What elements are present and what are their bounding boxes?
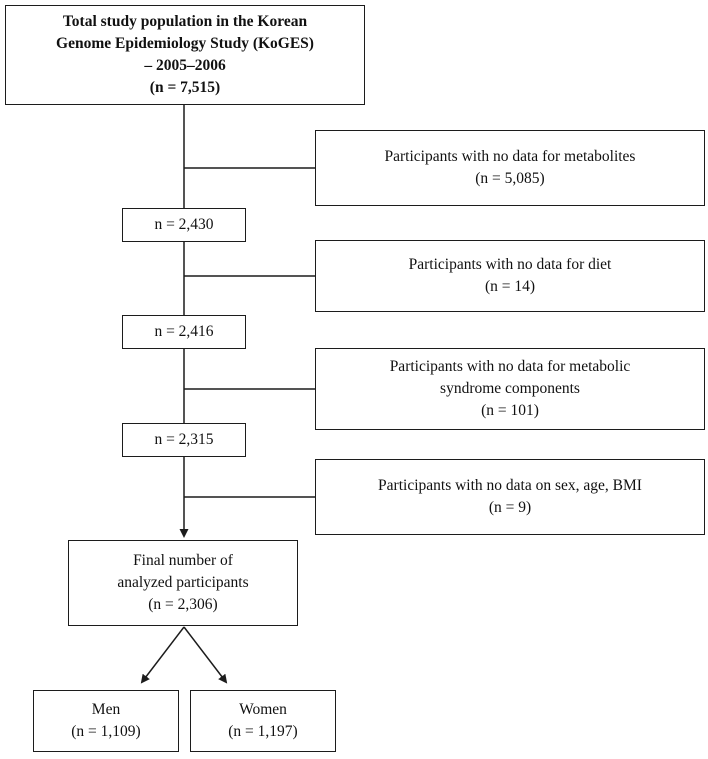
men-count: (n = 1,109) bbox=[71, 723, 141, 740]
women-box bbox=[190, 690, 336, 752]
exclusion-sexagebmi-text: Participants with no data on sex, age, BMI bbox=[378, 477, 642, 494]
exclusion-box-metsyn bbox=[315, 348, 705, 430]
count-after-metsyn: n = 2,315 bbox=[154, 431, 214, 448]
count-after-diet: n = 2,416 bbox=[154, 323, 214, 340]
count-box-after-diet bbox=[122, 315, 246, 349]
arrow-to-women bbox=[184, 627, 226, 682]
count-after-metabolites: n = 2,430 bbox=[154, 216, 214, 233]
exclusion-diet-count: (n = 14) bbox=[484, 278, 536, 295]
exclusion-box-diet bbox=[315, 240, 705, 312]
exclusion-metsyn-text2: syndrome components bbox=[440, 380, 580, 397]
total-population-count: (n = 7,515) bbox=[149, 79, 221, 96]
women-label: Women bbox=[239, 701, 287, 718]
total-population-line1: Total study population in the Korean bbox=[62, 13, 308, 30]
men-label: Men bbox=[91, 701, 121, 718]
arrow-to-men bbox=[142, 627, 184, 682]
exclusion-diet-text: Participants with no data for diet bbox=[408, 256, 612, 273]
final-analyzed-box bbox=[68, 540, 298, 626]
final-analyzed-line2: analyzed participants bbox=[117, 574, 249, 591]
final-analyzed-line1: Final number of bbox=[133, 552, 233, 569]
women-count: (n = 1,197) bbox=[228, 723, 298, 740]
count-box-after-metsyn bbox=[122, 423, 246, 457]
total-population-line3: – 2005–2006 bbox=[144, 57, 226, 74]
final-analyzed-count: (n = 2,306) bbox=[148, 596, 218, 613]
exclusion-metabolites-text: Participants with no data for metabolites bbox=[384, 148, 636, 165]
men-box bbox=[33, 690, 179, 752]
total-population-box bbox=[5, 5, 365, 105]
exclusion-box-sexagebmi bbox=[315, 459, 705, 535]
total-population-line2: Genome Epidemiology Study (KoGES) bbox=[56, 35, 314, 52]
exclusion-metabolites-count: (n = 5,085) bbox=[475, 170, 545, 187]
exclusion-metsyn-text1: Participants with no data for metabolic bbox=[389, 358, 631, 375]
exclusion-sexagebmi-count: (n = 9) bbox=[488, 499, 532, 516]
exclusion-metsyn-count: (n = 101) bbox=[481, 402, 539, 419]
count-box-after-metabolites bbox=[122, 208, 246, 242]
exclusion-box-metabolites bbox=[315, 130, 705, 206]
